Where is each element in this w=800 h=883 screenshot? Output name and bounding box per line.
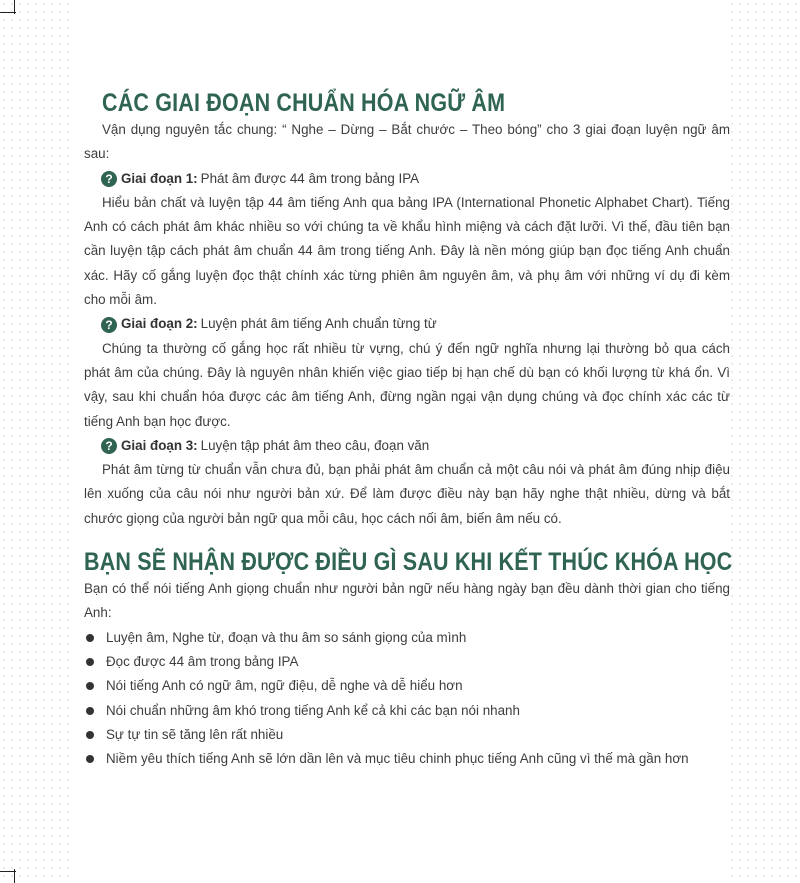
list-item [84, 723, 730, 747]
stage-body: Phát âm từng từ chuẩn vẫn chưa đủ, bạn phải phát âm chuẩn cả một câu nói và phát âm đúng nhịp điệu lên xuống của câu nói như người bản xứ. Để làm được điều này bạn hãy nghe thật nhiều, dừng và bắt chước giọng của người bản ngữ qua mỗi câu, học cách nối âm, biến âm nếu có. [84, 462, 730, 526]
bullet-dot-icon [86, 731, 94, 739]
list-item [84, 674, 730, 698]
stage-subtitle: Luyện phát âm tiếng Anh chuẩn từng từ [200, 316, 437, 332]
stage-body: Chúng ta thường cố gắng học rất nhiều từ vựng, chú ý đến ngữ nghĩa nhưng lại thường bỏ qua cách phát âm của chúng. Đây là nguyên nhân khiến việc giao tiếp bị hạn chế dù bạn có khối lượng từ khá ổn. Vì vậy, sau khi chuẩn hóa được các âm tiếng Anh, đừng ngần ngại vận dụng chúng và đọc chính xác các từ tiếng Anh bạn học được. [84, 340, 730, 429]
bullet-dot-icon [86, 755, 94, 763]
question-circle-icon: ? [101, 171, 117, 187]
section-intro: Vận dụng nguyên tắc chung: “ Nghe – Dừng – Bắt chước – Theo bóng” cho 3 giai đoạn luyện ngữ âm sau: [84, 122, 730, 162]
bullet-dot-icon [86, 634, 94, 642]
crop-mark [14, 869, 15, 883]
stage-heading [101, 167, 730, 191]
stage-subtitle: Luyện tập phát âm theo câu, đoạn văn [200, 437, 430, 453]
section-title-stages: CÁC GIAI ĐOẠN CHUẨN HÓA NGỮ ÂM [102, 89, 506, 117]
bullet-dot-icon [86, 707, 94, 715]
question-circle-icon: ? [101, 317, 117, 333]
list-item [84, 747, 730, 771]
page-content [84, 88, 733, 771]
question-circle-icon: ? [101, 438, 117, 454]
stage-body: Hiểu bản chất và luyện tập 44 âm tiếng Anh qua bảng IPA (International Phonetic Alphabet Chart). Tiếng Anh có cách phát âm khác nhiều so với chúng ta về khẩu hình miệng và cách đặt lưỡi. Vì thế, đầu tiên bạn cần luyện tập cách phát âm chuẩn 44 âm trong tiếng Anh. Đây là nền móng giúp bạn đọc tiếng Anh chuẩn xác. Hãy cố gắng luyện đọc thật chính xác từng phiên âm nguyên âm, và phụ âm với những ví dụ đi kèm cho mỗi âm. [84, 194, 730, 308]
list-item [84, 650, 730, 674]
list-item-text: Niềm yêu thích tiếng Anh sẽ lớn dần lên và mục tiêu chinh phục tiếng Anh cũng vì thế mà gần hơn [106, 751, 689, 767]
list-item-text: Nói chuẩn những âm khó trong tiếng Anh kể cả khi các bạn nói nhanh [106, 702, 520, 718]
bullet-dot-icon [86, 658, 94, 666]
section-intro: Bạn có thể nói tiếng Anh giọng chuẩn như người bản ngữ nếu hàng ngày bạn đều dành thời gian cho tiếng Anh: [84, 581, 730, 621]
list-item-text: Sự tự tin sẽ tăng lên rất nhiều [106, 726, 284, 742]
list-item [84, 626, 730, 650]
list-item-text: Luyện âm, Nghe từ, đoạn và thu âm so sánh giọng của mình [106, 629, 467, 645]
bullet-dot-icon [86, 682, 94, 690]
stage-subtitle: Phát âm được 44 âm trong bảng IPA [200, 170, 420, 186]
stage-label: Giai đoạn 2: [121, 316, 198, 332]
list-item [84, 699, 730, 723]
outcome-list [84, 626, 730, 772]
list-item-text: Nói tiếng Anh có ngữ âm, ngữ điệu, dễ nghe và dễ hiểu hơn [106, 678, 463, 694]
stage-label: Giai đoạn 1: [121, 170, 198, 186]
stage-heading [101, 312, 730, 336]
section-title-outcomes: BẠN SẼ NHẬN ĐƯỢC ĐIỀU GÌ SAU KHI KẾT THÚC KHÓA HỌC [84, 548, 733, 577]
stage-label: Giai đoạn 3: [121, 437, 198, 453]
list-item-text: Đọc được 44 âm trong bảng IPA [106, 653, 299, 669]
stage-heading [101, 434, 730, 458]
crop-mark [14, 0, 15, 14]
